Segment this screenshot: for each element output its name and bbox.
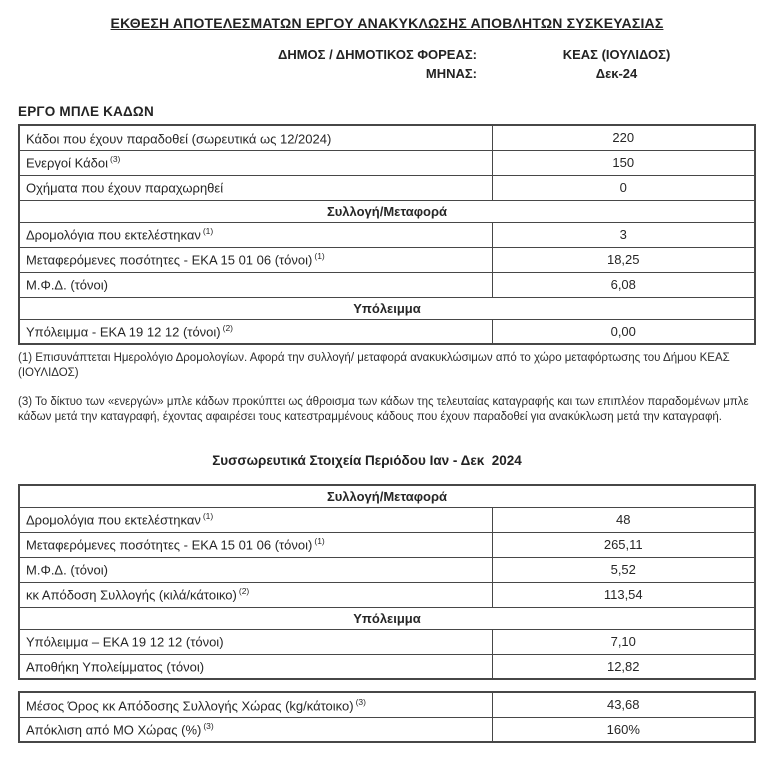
footnote-ref: (3) — [203, 721, 214, 732]
section-header-row — [19, 607, 755, 629]
row-label — [19, 717, 492, 742]
footnote-ref: (1) — [202, 226, 214, 237]
report-meta — [18, 45, 756, 83]
row-value: 6,08 — [492, 272, 755, 297]
row-label — [19, 125, 492, 150]
cumulative-table — [18, 484, 756, 680]
row-label — [19, 629, 492, 654]
table-row — [19, 582, 755, 607]
section-header: Υπόλειμμα — [19, 607, 755, 629]
row-value: 48 — [492, 507, 755, 532]
row-label-text: Ενεργοί Κάδοι — [26, 155, 108, 171]
section-header: Συλλογή/Μεταφορά — [19, 485, 755, 507]
row-label — [19, 692, 492, 717]
table-row — [19, 654, 755, 679]
month-label: ΜΗΝΑΣ: — [425, 66, 477, 81]
table-row — [19, 319, 755, 344]
footnote-ref: (2) — [222, 323, 234, 334]
month-row — [18, 64, 756, 83]
table-row — [19, 507, 755, 532]
footnote-ref: (3) — [109, 154, 121, 165]
row-value: 265,11 — [492, 532, 755, 557]
report-title: ΕΚΘΕΣΗ ΑΠΟΤΕΛΕΣΜΑΤΩΝ ΕΡΓΟΥ ΑΝΑΚΥΚΛΩΣΗΣ ΑΠΟΒΛΗΤΩΝ ΣΥΣΚΕΥΑΣΙΑΣ — [110, 15, 664, 31]
row-label — [19, 532, 492, 557]
row-value: 43,68 — [492, 692, 755, 717]
table-row — [19, 175, 755, 200]
municipality-value: ΚΕΑΣ (ΙΟΥΛΙΔΟΣ) — [562, 47, 671, 62]
row-value: 150 — [492, 150, 755, 175]
footnote-3: (3) Το δίκτυο των «ενεργών» μπλε κάδων προκύπτει ως άθροισμα των κάδων της τελευταίας καταγραφής και των επιπλέον παραδομένων μπλε κάδων μετά την καταγραφή, έχοντας αφαιρέσει τους κατεστραμμένους κάδους που έχουν παραδοθεί για ανακύκλωση μετά την καταγραφή. — [18, 396, 749, 423]
row-value: 0,00 — [492, 319, 755, 344]
footnote-1: (1) Επισυνάπτεται Ημερολόγιο Δρομολογίων. Αφορά την συλλογή/ μεταφορά ανακυκλώσιμων από το χώρο μεταφόρτωσης του Δήμου ΚΕΑΣ (ΙΟΥΛΙΔΟΣ) — [18, 352, 730, 379]
blue-bins-section-title: ΕΡΓΟ ΜΠΛΕ ΚΑΔΩΝ — [18, 104, 154, 119]
row-label — [19, 557, 492, 582]
footnote-ref: (3) — [355, 696, 366, 707]
table-row — [19, 692, 755, 717]
row-value: 3 — [492, 222, 755, 247]
section-header-row — [19, 297, 755, 319]
row-label — [19, 582, 492, 607]
row-label — [19, 247, 492, 272]
row-label-text: Απόκλιση από ΜΟ Χώρας (%) — [26, 722, 202, 738]
row-label-text: Μ.Φ.Δ. (τόνοι) — [26, 277, 108, 293]
row-label-text: Δρομολόγια που εκτελέστηκαν — [26, 227, 201, 243]
table-row — [19, 247, 755, 272]
table-row — [19, 532, 755, 557]
row-label-text: Κάδοι που έχουν παραδοθεί (σωρευτικά ως 12/2024) — [26, 130, 332, 146]
table-row — [19, 272, 755, 297]
row-label — [19, 654, 492, 679]
footnote-ref: (1) — [314, 536, 325, 547]
monthly-results-table — [18, 124, 756, 345]
row-value: 5,52 — [492, 557, 755, 582]
table-row — [19, 150, 755, 175]
table-row — [19, 629, 755, 654]
section-header: Υπόλειμμα — [19, 297, 755, 319]
row-value: 0 — [492, 175, 755, 200]
row-value: 220 — [492, 125, 755, 150]
row-value: 12,82 — [492, 654, 755, 679]
row-value: 113,54 — [492, 582, 755, 607]
row-label — [19, 319, 492, 344]
row-label — [19, 222, 492, 247]
table-row — [19, 125, 755, 150]
footnote-ref: (1) — [202, 511, 214, 522]
municipality-row — [18, 45, 756, 64]
row-label — [19, 272, 492, 297]
section-header: Συλλογή/Μεταφορά — [19, 200, 755, 222]
cumulative-section-title: Συσσωρευτικά Στοιχεία Περιόδου Ιαν - Δεκ 2024 — [212, 453, 522, 468]
row-label-text: Μεταφερόμενες ποσότητες - ΕΚΑ 15 01 06 (τόνοι) — [26, 537, 313, 553]
row-label-text: Υπόλειμμα – ΕΚΑ 19 12 12 (τόνοι) — [26, 634, 224, 650]
row-value: 7,10 — [492, 629, 755, 654]
row-label — [19, 507, 492, 532]
month-value: Δεκ-24 — [595, 66, 638, 81]
row-label-text: Υπόλειμμα - ΕΚΑ 19 12 12 (τόνοι) — [26, 324, 221, 340]
row-value: 18,25 — [492, 247, 755, 272]
row-label — [19, 175, 492, 200]
section-header-row — [19, 200, 755, 222]
row-label-text: Μ.Φ.Δ. (τόνοι) — [26, 562, 108, 578]
table-row — [19, 557, 755, 582]
section-header-row — [19, 485, 755, 507]
row-label-text: Οχήματα που έχουν παραχωρηθεί — [26, 180, 224, 196]
footnote-ref: (1) — [314, 251, 325, 262]
row-label-text: Αποθήκη Υπολείμματος (τόνοι) — [26, 659, 205, 675]
row-label-text: Δρομολόγια που εκτελέστηκαν — [26, 512, 201, 528]
row-label-text: Μέσος Όρος κκ Απόδοσης Συλλογής Χώρας (kg/κάτοικο) — [26, 697, 354, 713]
table-row — [19, 222, 755, 247]
row-label-text: κκ Απόδοση Συλλογής (κιλά/κάτοικο) — [26, 587, 237, 603]
footnote-ref: (2) — [238, 586, 250, 597]
row-value: 160% — [492, 717, 755, 742]
row-label-text: Μεταφερόμενες ποσότητες - ΕΚΑ 15 01 06 (τόνοι) — [26, 252, 313, 268]
row-label — [19, 150, 492, 175]
table-row — [19, 717, 755, 742]
country-average-table — [18, 691, 756, 743]
municipality-label: ΔΗΜΟΣ / ΔΗΜΟΤΙΚΟΣ ΦΟΡΕΑΣ: — [277, 47, 477, 62]
